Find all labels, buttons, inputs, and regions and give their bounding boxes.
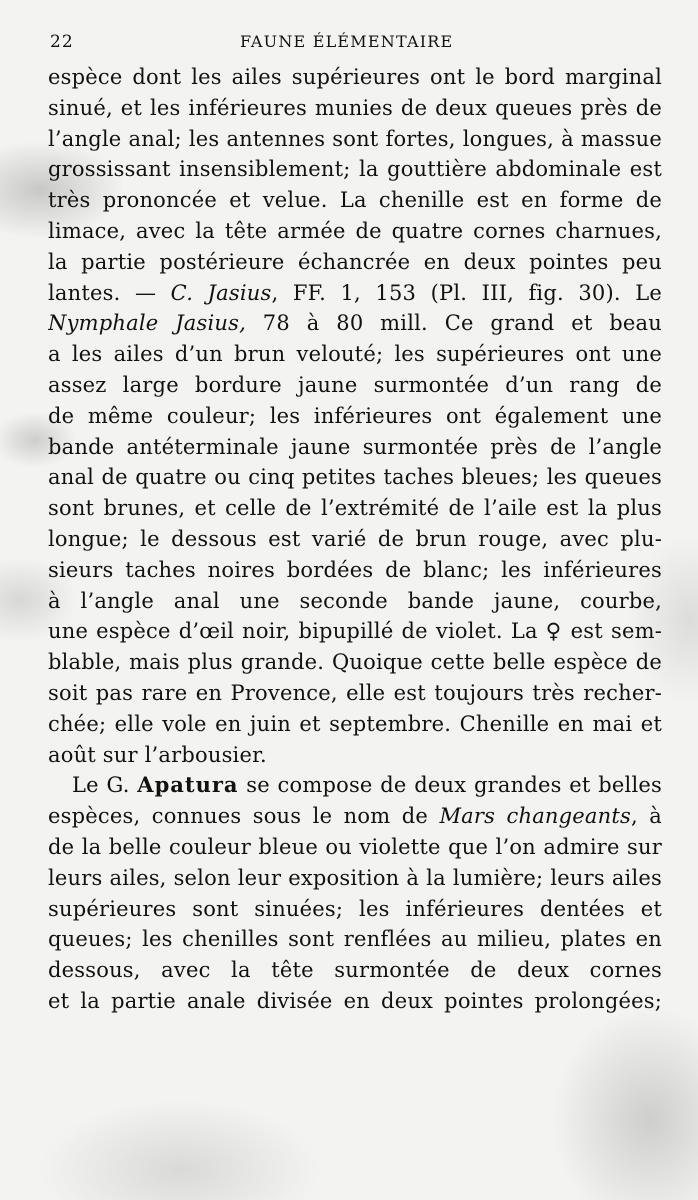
running-title: FAUNE ÉLÉMENTAIRE (240, 32, 454, 51)
text-line (48, 278, 662, 309)
text-line: la partie postérieure échancrée en deux pointes peu (48, 249, 662, 274)
text-line (48, 801, 662, 832)
text-line: queues; les chenilles sont renflées au milieu, plates en (48, 927, 662, 952)
text-line (48, 308, 662, 339)
page-header (50, 30, 660, 56)
text-line: de la belle couleur bleue ou violette que l’on admire sur (48, 834, 662, 859)
text-line: supérieures sont sinuées; les inférieures dentées et (48, 896, 662, 921)
text-line: espèce dont les ailes supérieures ont le bord marginal (48, 65, 662, 89)
body-text (48, 62, 662, 1017)
text-line: chée; elle vole en juin et septembre. Chenille en mai et (48, 711, 662, 736)
text-line: et la partie anale divisée en deux pointes prolongées; (48, 988, 662, 1013)
line-text: , FF. 1, 153 (Pl. III, fig. 30). Le (271, 280, 662, 305)
text-line: a les ailes d’un brun velouté; les supérieures ont une (48, 342, 662, 367)
text-line: grossissant insensiblement; la gouttière abdominale est (48, 157, 662, 182)
line-text: se compose de deux grandes et belles (238, 773, 662, 798)
page-number: 22 (50, 32, 74, 52)
text-line: leurs ailes, selon leur exposition à la lumière; leurs ailes (48, 865, 662, 890)
line-text: espèces, connues sous le nom de (48, 804, 440, 829)
species-name: C. Jasius (170, 280, 272, 305)
text-line: anal de quatre ou cinq petites taches bleues; les queues (48, 465, 662, 490)
text-line: sinué, et les inférieures munies de deux queues près de (48, 95, 662, 120)
text-line: soit pas rare en Provence, elle est toujours très recher- (48, 680, 662, 705)
text-line: très prononcée et velue. La chenille est en forme de (48, 188, 662, 213)
text-line: sont brunes, et celle de l’extrémité de l’aile est la plus (48, 496, 662, 521)
text-line: sieurs taches noires bordées de blanc; les inférieures (48, 557, 662, 582)
line-text: lantes. — (48, 280, 171, 305)
text-line: à l’angle anal une seconde bande jaune, courbe, (48, 588, 662, 613)
text-line: l’angle anal; les antennes sont fortes, longues, à massue (48, 126, 662, 151)
text-line: août sur l’arbousier. (48, 742, 267, 767)
text-line: bande antéterminale jaune surmontée près de l’angle (48, 434, 662, 459)
text-line: de même couleur; les inférieures ont également une (48, 403, 662, 428)
line-text: Le G. (72, 773, 138, 798)
genus-name: Apatura (137, 772, 239, 798)
text-line: dessous, avec la tête surmontée de deux cornes (48, 958, 662, 983)
species-name: Nymphale Jasius, (48, 311, 246, 336)
line-text: , à (630, 804, 662, 829)
text-line: longue; le dessous est varié de brun rouge, avec plu- (48, 526, 662, 551)
text-line: limace, avec la tête armée de quatre cornes charnues, (48, 218, 662, 243)
line-text: 78 à 80 mill. Ce grand et beau (262, 311, 662, 336)
common-name: Mars changeants (439, 804, 631, 829)
text-line (48, 770, 662, 801)
text-line: une espèce d’œil noir, bipupillé de violet. La ♀ est sem- (48, 619, 662, 644)
text-line: blable, mais plus grande. Quoique cette belle espèce de (48, 650, 662, 675)
text-line: assez large bordure jaune surmontée d’un rang de (48, 372, 662, 397)
